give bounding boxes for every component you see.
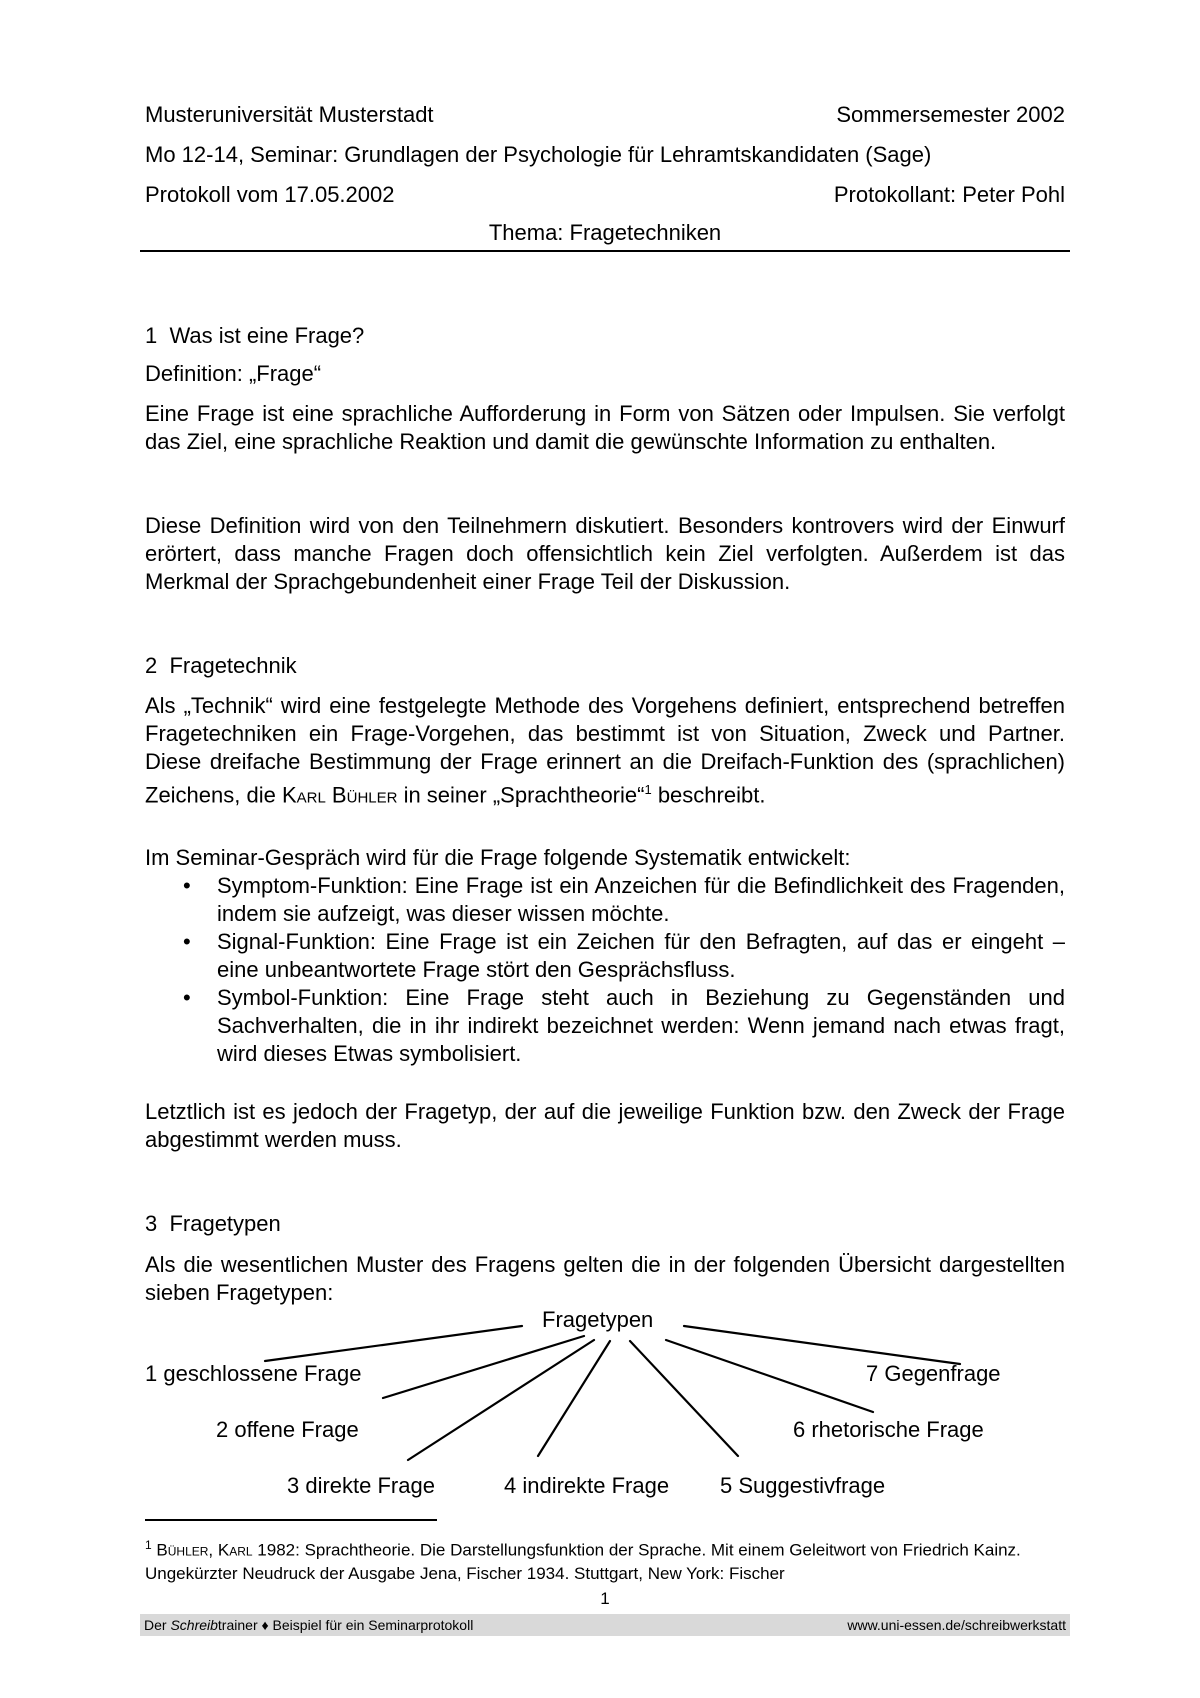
footer-italic: Schreib [170,1617,218,1633]
fragetyp-label: 4 indirekte Frage [504,1473,670,1498]
footer-mid: trainer [217,1617,262,1633]
systematik-intro: Im Seminar-Gespräch wird für die Frage folgende Systematik entwickelt: [145,845,851,870]
footnote [145,1534,1065,1585]
section1-heading: 1 Was ist eine Frage? [145,323,365,348]
section3-heading: 3 Fragetypen [145,1211,281,1236]
discussion-paragraph: Diese Definition wird von den Teilnehmern diskutiert. Besonders kontrovers wird der Einwurf erörtert, dass manche Fragen doch offensichtlich kein Ziel verfolgten. Außerdem ist das Merkmal der Sprachgebundenheit einer Frage Teil der Diskussion. [145,513,1065,594]
fragetyp-label: 1 geschlossene Frage [145,1361,362,1386]
connector-line [684,1326,960,1364]
author-name: Karl Bühler [281,782,398,808]
footer-url: www.uni-essen.de/schreibwerkstatt [847,1617,1066,1633]
connector-line [538,1341,610,1456]
university-name: Musteruniversität Musterstadt [145,102,434,127]
connector-line [666,1340,873,1412]
diamond-icon: ♦ [261,1617,269,1633]
bullet-text: Signal-Funktion: Eine Frage ist ein Zeichen für den Befragten, auf das er eingeht – eine unbeantwortete Frage stört den Gesprächsfluss. [217,929,1065,982]
bullet-icon: • [183,985,191,1010]
fragetyp-label: 2 offene Frage [216,1417,359,1442]
bullet-icon: • [183,873,191,898]
technik-text-c: beschreibt. [651,782,766,808]
footnote-text: 1982: Sprachtheorie. Die Darstellungsfunktion der Sprache. Mit einem Geleitwort von Friedrich Kainz. Ungekürzter Neudruck der Ausgabe Jena, Fischer 1934. Stuttgart, New York: Fischer [145,1540,1021,1583]
footer-left [144,1614,473,1636]
definition-paragraph: Eine Frage ist eine sprachliche Aufforderung in Form von Sätzen oder Impulsen. Sie verfolgt das Ziel, eine sprachliche Reaktion und damit die gewünschte Information zu enthalten. [145,401,1065,454]
fragetypen-intro: Als die wesentlichen Muster des Fragens gelten die in der folgenden Übersicht dargestellten sieben Fragetypen: [145,1252,1065,1305]
connector-line [408,1340,594,1460]
technik-text-a: Als „Technik“ wird eine festgelegte Methode des Vorgehens definiert, entsprechend betreffen Fragetechniken ein Frage-Vorgehen, das bestimmt ist von Situation, Zweck und Partner. Diese dreifache Bestimmung der Frage erinnert an die Dreifach-Funktion des (sprachlichen) Zeichens, die [145,693,1065,808]
technik-text-b: in seiner „Sprachtheorie“ [397,782,645,808]
connector-line [265,1326,522,1361]
footnote-reference: 1 [644,782,652,797]
footer-suffix: Beispiel für ein Seminarprotokoll [268,1617,474,1633]
footnote-marker: 1 [145,1538,152,1552]
conclusion-paragraph: Letztlich ist es jedoch der Fragetyp, der auf die jeweilige Funktion bzw. den Zweck der Frage abgestimmt werden muss. [145,1099,1065,1152]
fragetyp-label: 7 Gegenfrage [866,1361,1001,1386]
definition-label: Definition: „Frage“ [145,361,322,386]
diagram-root-label: Fragetypen [542,1307,654,1332]
bullet-text: Symptom-Funktion: Eine Frage ist ein Anzeichen für die Befindlichkeit des Fragenden, indem sie aufzeigt, was dieser wissen möchte. [217,873,1065,926]
bullet-icon: • [183,929,191,954]
section2-heading: 2 Fragetechnik [145,653,297,678]
fragetyp-label: 3 direkte Frage [287,1473,435,1498]
fragetyp-label: 6 rhetorische Frage [793,1417,984,1442]
fragetyp-label: 5 Suggestivfrage [720,1473,886,1498]
bullet-text: Symbol-Funktion: Eine Frage steht auch in Beziehung zu Gegenständen und Sachverhalten, die in ihr indirekt bezeichnet werden: Wenn jemand nach etwas fragt, wird dieses Etwas symbolisiert. [217,985,1065,1066]
protocol-author: Protokollant: Peter Pohl [833,182,1065,207]
protocol-date: Protokoll vom 17.05.2002 [145,182,395,207]
footnote-author: Bühler, Karl [156,1540,253,1560]
footnote-divider [145,1519,437,1521]
footer-prefix: Der [144,1617,171,1633]
page-footer [140,1614,1070,1636]
course-title: Mo 12-14, Seminar: Grundlagen der Psychologie für Lehramtskandidaten (Sage) [145,142,932,167]
page-number: 1 [600,1589,610,1608]
topic-title: Thema: Fragetechniken [488,220,722,245]
semester-label: Sommersemester 2002 [836,102,1065,127]
